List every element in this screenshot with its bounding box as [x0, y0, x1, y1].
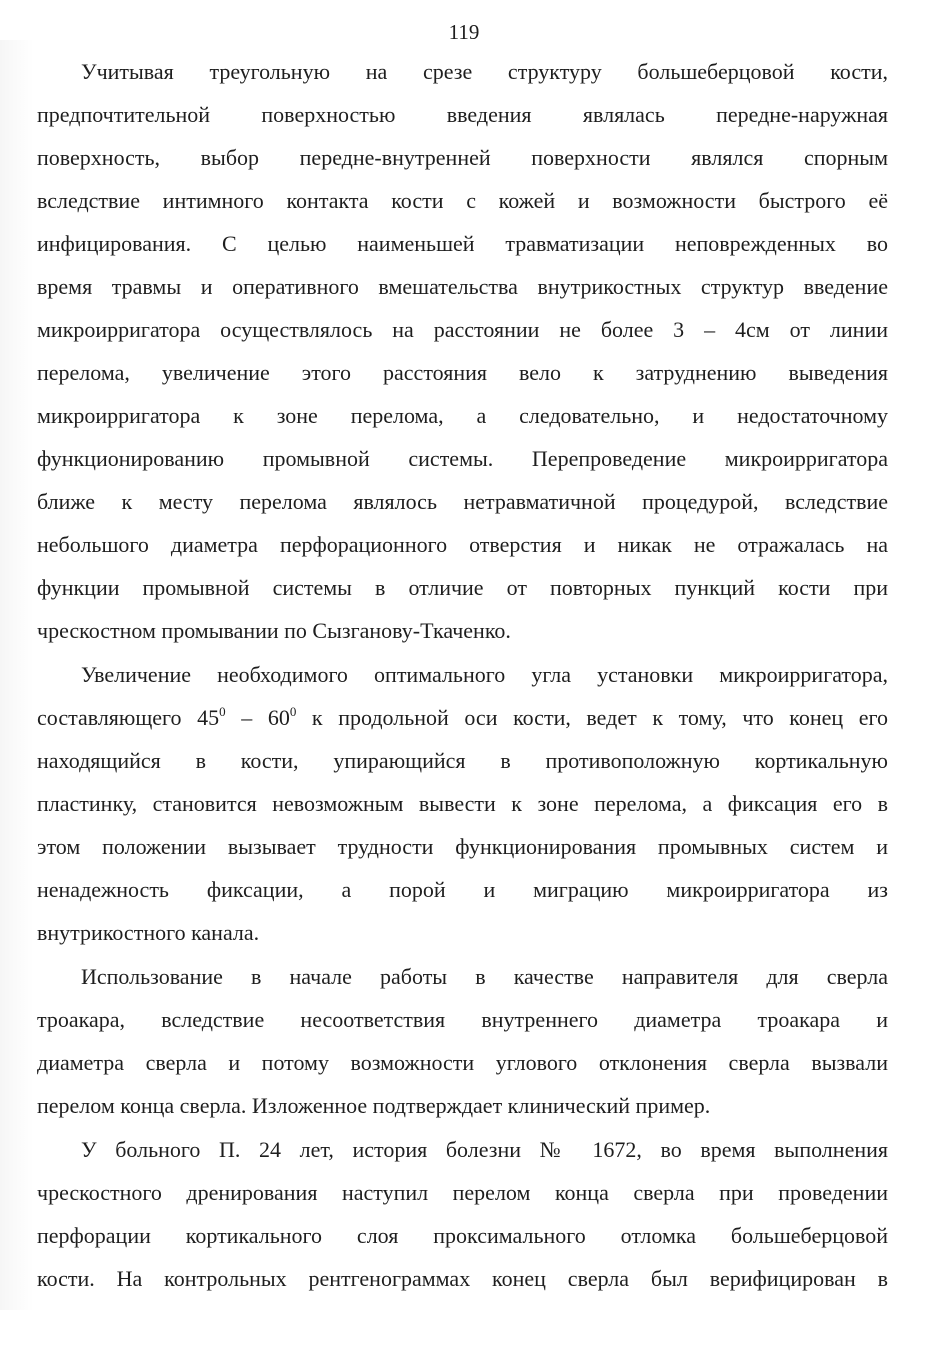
text-line: перелом конца сверла. Изложенное подтверждает клинический пример.	[37, 1093, 711, 1118]
text-line: Учитывая треугольную на срезе структуру большеберцовой кости,	[81, 59, 888, 84]
scan-edge-shadow	[0, 40, 34, 1310]
paragraph-2	[37, 653, 888, 954]
line-segment: составляющего 45	[37, 705, 220, 730]
page-number: 119	[448, 20, 480, 44]
text-line: инфицирования. С целью наименьшей травматизации неповрежденных во	[37, 231, 888, 256]
text-line: Увеличение необходимого оптимального угла установки микроирригатора,	[81, 662, 888, 687]
text-line: этом положении вызывает трудности функционирования промывных систем и	[37, 834, 888, 859]
text-line: диаметра сверла и потому возможности углового отклонения сверла вызвали	[37, 1050, 888, 1075]
text-line: ненадежность фиксации, а порой и миграцию микроирригатора из	[37, 877, 888, 902]
text-line: микроирригатора к зоне перелома, а следовательно, и недостаточному	[37, 403, 888, 428]
line-segment: – 60	[225, 705, 290, 730]
text-line: находящийся в кости, упирающийся в противоположную кортикальную	[37, 748, 888, 773]
text-line: функции промывной системы в отличие от повторных пункций кости при	[37, 575, 888, 600]
text-line: кости. На контрольных рентгенограммах конец сверла был верифицирован в	[37, 1266, 888, 1291]
text-line: Использование в начале работы в качестве направителя для сверла	[81, 964, 888, 989]
text-line: перфорации кортикального слоя проксимального отломка большеберцовой	[37, 1223, 888, 1248]
text-line: ближе к месту перелома являлось нетравматичной процедурой, вследствие	[37, 489, 888, 514]
text-line: предпочтительной поверхностью введения являлась передне-наружная	[37, 102, 888, 127]
text-line: У больного П. 24 лет, история болезни № 1672, во время выполнения	[81, 1137, 888, 1162]
paragraph-4	[37, 1128, 888, 1300]
degree-superscript: 0	[289, 704, 297, 719]
text-line: чрескостном промывании по Сызганову-Ткаченко.	[37, 618, 511, 643]
text-line: внутрикостного канала.	[37, 920, 260, 945]
line-segment: к продольной оси кости, ведет к тому, что конец его	[296, 705, 889, 730]
text-line: поверхность, выбор передне-внутренней поверхности являлся спорным	[37, 145, 888, 170]
text-line-with-angles	[37, 696, 888, 739]
text-line: небольшого диаметра перфорационного отверстия и никак не отражалась на	[37, 532, 888, 557]
text-line: троакара, вследствие несоответствия внутреннего диаметра троакара и	[37, 1007, 888, 1032]
paragraph-1	[37, 50, 888, 652]
text-line: функционированию промывной системы. Перепроведение микроирригатора	[37, 446, 888, 471]
paragraph-3	[37, 955, 888, 1127]
degree-superscript: 0	[219, 704, 226, 719]
document-body	[37, 50, 888, 1301]
text-line: пластинку, становится невозможным вывести к зоне перелома, а фиксация его в	[37, 791, 888, 816]
text-line: перелома, увеличение этого расстояния вело к затруднению выведения	[37, 360, 888, 385]
text-line: чрескостного дренирования наступил перелом конца сверла при проведении	[37, 1180, 888, 1205]
text-line: вследствие интимного контакта кости с кожей и возможности быстрого её	[37, 188, 888, 213]
text-line: микроирригатора осуществлялось на расстоянии не более 3 – 4см от линии	[37, 317, 888, 342]
text-line: время травмы и оперативного вмешательства внутрикостных структур введение	[37, 274, 888, 299]
